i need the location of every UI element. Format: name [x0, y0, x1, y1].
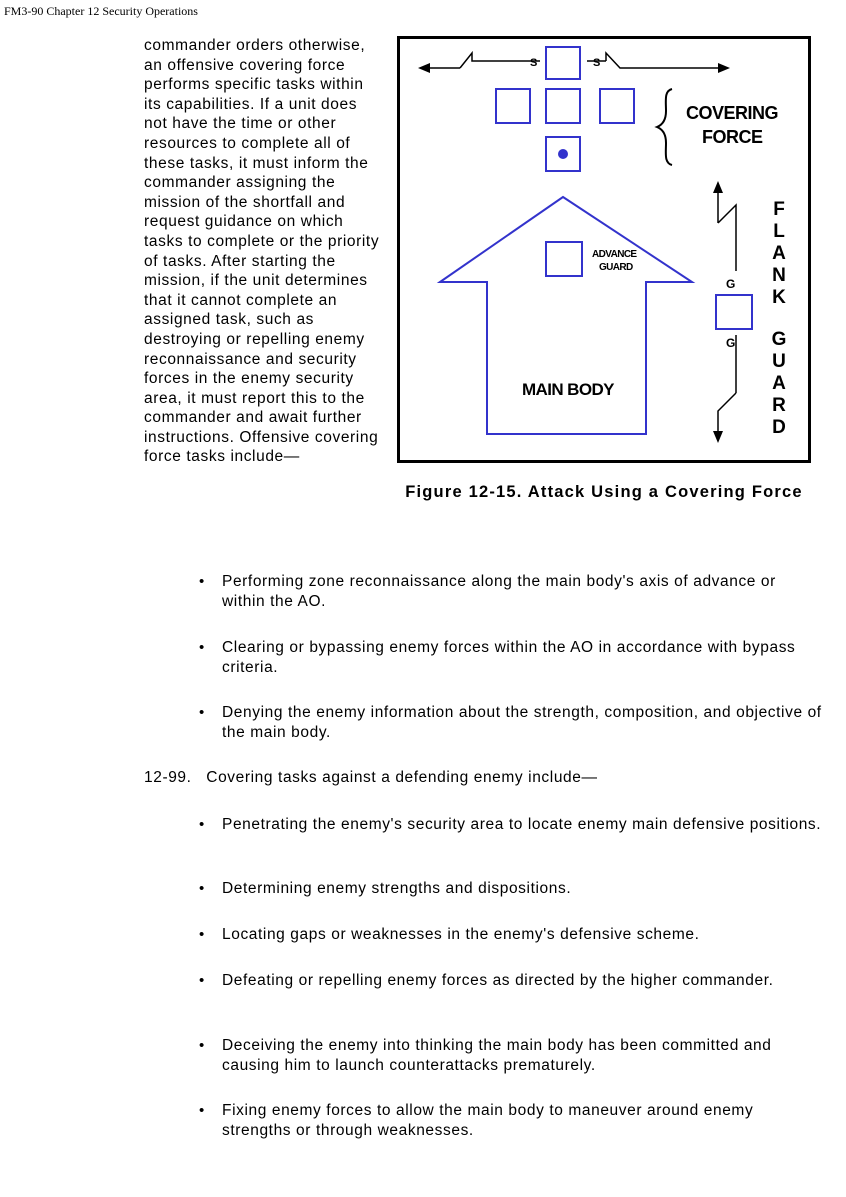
paragraph-number: 12-99.: [144, 769, 192, 786]
page-header: FM3-90 Chapter 12 Security Operations: [4, 4, 198, 18]
flank-arrow-down: [713, 431, 723, 443]
bullet-icon: •: [199, 1102, 205, 1119]
bullet-icon: •: [199, 816, 205, 833]
list-item-text: Penetrating the enemy's security area to locate enemy main defensive positions.: [222, 816, 822, 833]
list-item-text: Determining enemy strengths and dispositions.: [222, 880, 572, 897]
paragraph-12-99: [144, 768, 804, 788]
advance-guard-label-1: ADVANCE: [592, 249, 637, 260]
paragraph-text: Covering tasks against a defending enemy include—: [206, 769, 598, 786]
bullet-icon: •: [199, 573, 205, 590]
bullet-icon: •: [199, 1037, 205, 1054]
screen-arrow-left: [418, 63, 430, 73]
flank-letter-5: G: [771, 329, 787, 350]
screen-symbol-right: S: [593, 57, 601, 69]
covering-force-label-1: COVERING: [686, 103, 779, 123]
screen-arrow-right: [718, 63, 730, 73]
covering-force-brace: [657, 89, 672, 165]
list-item: [199, 1036, 822, 1075]
list-item: [199, 925, 822, 945]
flank-letter-0: F: [773, 199, 785, 220]
flank-letter-4: K: [772, 287, 786, 308]
list-item: [199, 815, 822, 835]
command-post-dot: [558, 149, 568, 159]
flank-letter-6: U: [772, 351, 786, 372]
advance-guard-label-2: GUARD: [599, 262, 633, 273]
list-item-text: Clearing or bypassing enemy forces within the AO in accordance with bypass criteria.: [222, 639, 796, 676]
flank-letter-3: N: [772, 265, 786, 286]
list-item: [199, 638, 822, 677]
screen-symbol-left: S: [530, 57, 538, 69]
list-item: [199, 572, 822, 611]
flank-letter-8: R: [772, 395, 786, 416]
list-item: [199, 1101, 822, 1140]
flank-arrow-up: [713, 181, 723, 193]
flank-letter-9: D: [772, 417, 786, 438]
list-item-text: Fixing enemy forces to allow the main body to maneuver around enemy strengths or through weaknesses.: [222, 1102, 754, 1139]
flank-letter-7: A: [772, 373, 786, 394]
bullet-icon: •: [199, 704, 205, 721]
bullet-icon: •: [199, 926, 205, 943]
list-item: [199, 703, 822, 742]
advance-guard-unit: [546, 242, 582, 276]
figure-attack-covering-force: [397, 36, 811, 463]
bullet-icon: •: [199, 880, 205, 897]
guard-symbol-bottom: G: [726, 336, 736, 350]
figure-diagram: [400, 39, 808, 460]
list-item: [199, 971, 822, 991]
list-item: [199, 879, 822, 899]
list-item-text: Deceiving the enemy into thinking the main body has been committed and causing him to launch counterattacks prematurely.: [222, 1037, 772, 1074]
main-body-label: MAIN BODY: [522, 380, 614, 399]
list-item-text: Performing zone reconnaissance along the main body's axis of advance or within the AO.: [222, 573, 776, 610]
bullet-icon: •: [199, 972, 205, 989]
guard-symbol-top: G: [726, 277, 736, 291]
intro-paragraph: commander orders otherwise, an offensive covering force performs specific tasks within its capabilities. If a unit does not have the time or other resources to complete all of these tasks, it must inform the commander assigning the mission of the shortfall and request guidance on which tasks to complete or the priority of tasks. After starting the mission, if the unit determines that it cannot complete an assigned task, such as destroying or repelling enemy reconnaissance and security forces in the enemy security area, it must report this to the commander and await further instructions. Offensive covering force tasks include—: [144, 37, 380, 466]
list-item-text: Defeating or repelling enemy forces as directed by the higher commander.: [222, 972, 774, 989]
flank-guard-unit: [716, 295, 752, 329]
bullet-icon: •: [199, 639, 205, 656]
list-item-text: Locating gaps or weaknesses in the enemy's defensive scheme.: [222, 926, 700, 943]
list-item-text: Denying the enemy information about the strength, composition, and objective of the main body.: [222, 704, 822, 741]
flank-letter-2: A: [772, 243, 786, 264]
flank-letter-1: L: [773, 221, 785, 242]
covering-force-label-2: FORCE: [702, 127, 763, 147]
figure-caption: Figure 12-15. Attack Using a Covering Force: [405, 483, 803, 501]
